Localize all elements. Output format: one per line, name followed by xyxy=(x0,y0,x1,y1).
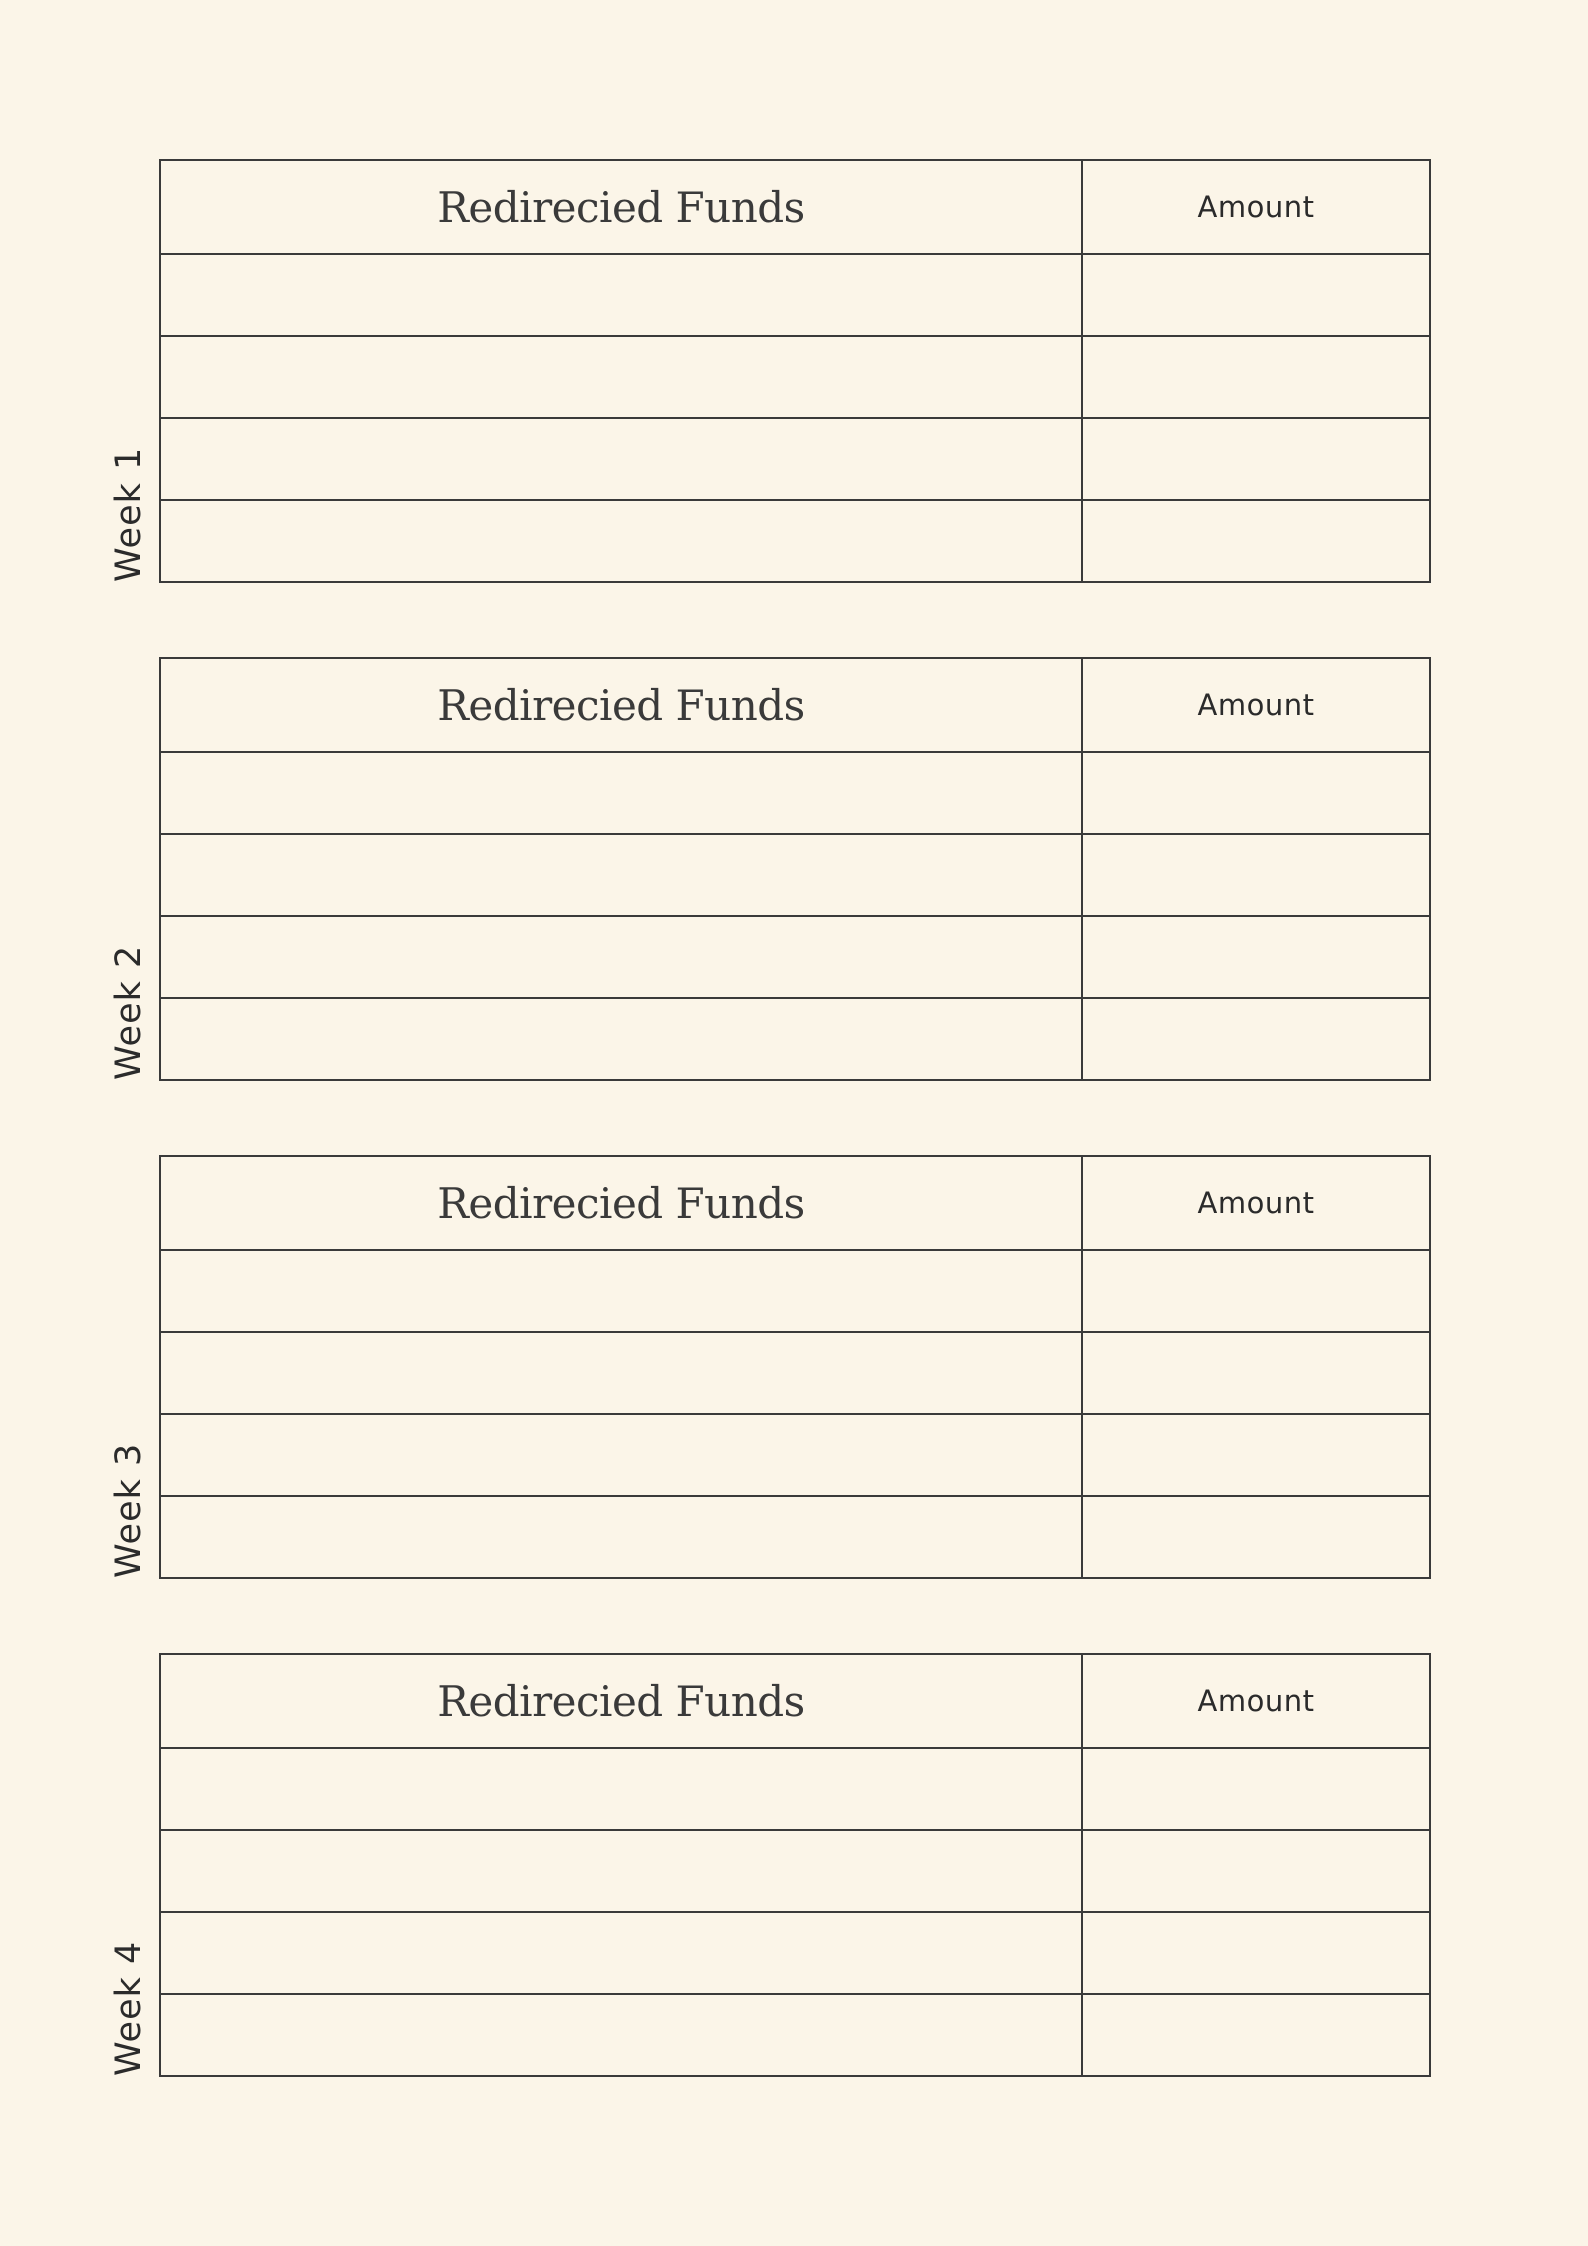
table-row xyxy=(160,500,1430,582)
amount-cell[interactable] xyxy=(1082,1332,1430,1414)
table-row xyxy=(160,1748,1430,1830)
redirected-funds-header: Redirecied Funds xyxy=(160,658,1082,752)
funds-cell[interactable] xyxy=(160,1250,1082,1332)
amount-cell[interactable] xyxy=(1082,1496,1430,1578)
redirected-funds-header: Redirecied Funds xyxy=(160,1654,1082,1748)
amount-header: Amount xyxy=(1082,160,1430,254)
amount-cell[interactable] xyxy=(1082,1994,1430,2076)
week-4-label: Week 4 xyxy=(109,1940,149,2076)
week-2-section xyxy=(109,657,1429,1080)
table-row xyxy=(160,834,1430,916)
redirected-funds-header: Redirecied Funds xyxy=(160,1156,1082,1250)
funds-cell[interactable] xyxy=(160,1414,1082,1496)
funds-cell[interactable] xyxy=(160,998,1082,1080)
table-header-row xyxy=(160,658,1430,752)
week-3-label-wrap xyxy=(109,1378,149,1578)
funds-cell[interactable] xyxy=(160,254,1082,336)
amount-cell[interactable] xyxy=(1082,418,1430,500)
funds-cell[interactable] xyxy=(160,834,1082,916)
week-2-label: Week 2 xyxy=(109,944,149,1080)
amount-header: Amount xyxy=(1082,658,1430,752)
amount-cell[interactable] xyxy=(1082,1912,1430,1994)
funds-cell[interactable] xyxy=(160,500,1082,582)
table-row xyxy=(160,752,1430,834)
table-row xyxy=(160,1250,1430,1332)
week-2-label-wrap xyxy=(109,880,149,1080)
table-row xyxy=(160,1332,1430,1414)
week-3-table xyxy=(159,1155,1431,1579)
amount-cell[interactable] xyxy=(1082,834,1430,916)
amount-cell[interactable] xyxy=(1082,1748,1430,1830)
week-4-table xyxy=(159,1653,1431,2077)
table-header-row xyxy=(160,1156,1430,1250)
funds-cell[interactable] xyxy=(160,418,1082,500)
week-2-table xyxy=(159,657,1431,1081)
funds-cell[interactable] xyxy=(160,1912,1082,1994)
table-row xyxy=(160,336,1430,418)
amount-cell[interactable] xyxy=(1082,336,1430,418)
funds-cell[interactable] xyxy=(160,1496,1082,1578)
week-1-label-wrap xyxy=(109,382,149,582)
amount-cell[interactable] xyxy=(1082,752,1430,834)
week-3-section xyxy=(109,1155,1429,1578)
amount-header: Amount xyxy=(1082,1654,1430,1748)
amount-cell[interactable] xyxy=(1082,1250,1430,1332)
amount-cell[interactable] xyxy=(1082,500,1430,582)
table-row xyxy=(160,1994,1430,2076)
table-row xyxy=(160,418,1430,500)
week-4-label-wrap xyxy=(109,1876,149,2076)
funds-cell[interactable] xyxy=(160,1830,1082,1912)
table-header-row xyxy=(160,1654,1430,1748)
amount-header: Amount xyxy=(1082,1156,1430,1250)
amount-cell[interactable] xyxy=(1082,916,1430,998)
funds-cell[interactable] xyxy=(160,916,1082,998)
table-row xyxy=(160,1830,1430,1912)
table-row xyxy=(160,1414,1430,1496)
table-row xyxy=(160,1912,1430,1994)
funds-cell[interactable] xyxy=(160,1748,1082,1830)
redirected-funds-header: Redirecied Funds xyxy=(160,160,1082,254)
amount-cell[interactable] xyxy=(1082,1414,1430,1496)
table-row xyxy=(160,998,1430,1080)
funds-cell[interactable] xyxy=(160,752,1082,834)
week-3-label: Week 3 xyxy=(109,1442,149,1578)
amount-cell[interactable] xyxy=(1082,998,1430,1080)
table-row xyxy=(160,254,1430,336)
table-header-row xyxy=(160,160,1430,254)
funds-cell[interactable] xyxy=(160,1994,1082,2076)
week-4-section xyxy=(109,1653,1429,2076)
amount-cell[interactable] xyxy=(1082,1830,1430,1912)
table-row xyxy=(160,1496,1430,1578)
funds-cell[interactable] xyxy=(160,1332,1082,1414)
amount-cell[interactable] xyxy=(1082,254,1430,336)
table-row xyxy=(160,916,1430,998)
week-1-table xyxy=(159,159,1431,583)
week-1-label: Week 1 xyxy=(109,446,149,582)
funds-cell[interactable] xyxy=(160,336,1082,418)
week-1-section xyxy=(109,159,1429,582)
